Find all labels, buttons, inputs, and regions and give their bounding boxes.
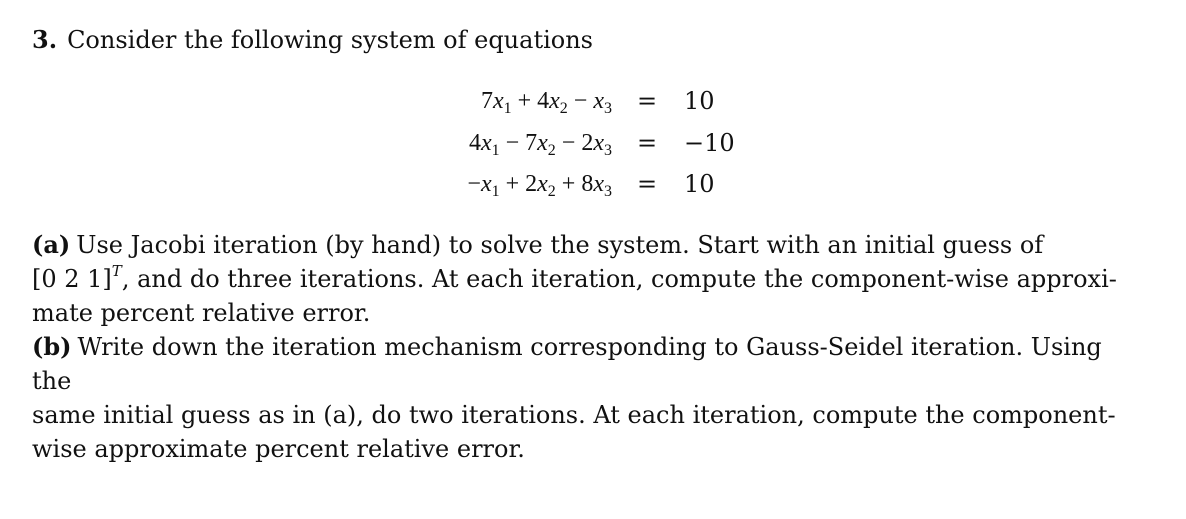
part-b — [32, 330, 1122, 466]
part-b-line-2: same initial guess as in (a), do two iterations. At each iteration, compute the component- — [32, 401, 1116, 429]
equation-row-1 — [0, 84, 1186, 118]
part-b-line-1: (b) Write down the iteration mechanism corresponding to Gauss-Seidel iteration. Using the — [32, 332, 1102, 395]
equation-sign-1: = — [636, 87, 658, 115]
problem-number: 3. — [32, 25, 58, 54]
equation-sign-2: = — [636, 129, 658, 157]
problem-intro: Consider the following system of equations — [67, 26, 593, 54]
equation-rhs-1: 10 — [684, 87, 715, 115]
part-a-line-3: mate percent relative error. — [32, 299, 371, 327]
part-a-line-2: [0 2 1]$^T$, and do three iterations. At each iteration, compute the component-wise approxi- — [32, 262, 1117, 293]
problem-heading — [32, 24, 593, 56]
part-b-label: (b) — [32, 332, 72, 361]
equation-lhs-2: $4x_1 - 7x_2 - 2x_3$ — [468, 130, 612, 159]
part-a — [32, 228, 1122, 330]
equation-row-3 — [0, 167, 1186, 201]
part-b-line-3: wise approximate percent relative error. — [32, 435, 525, 463]
equation-rhs-2: −10 — [684, 129, 735, 157]
part-a-label: (a) — [32, 230, 71, 259]
equation-sign-3: = — [636, 170, 658, 198]
equation-row-2 — [0, 126, 1186, 160]
transpose-superscript: T — [111, 262, 122, 280]
equation-rhs-3: 10 — [684, 170, 715, 198]
part-a-line-1: (a) Use Jacobi iteration (by hand) to solve the system. Start with an initial guess of — [32, 230, 1044, 259]
equation-lhs-3: $-x_1 + 2x_2 + 8x_3$ — [467, 171, 612, 200]
initial-guess-vector: [0 2 1] — [32, 265, 112, 293]
equation-lhs-1: $7x_1 + 4x_2 - x_3$ — [480, 88, 612, 117]
